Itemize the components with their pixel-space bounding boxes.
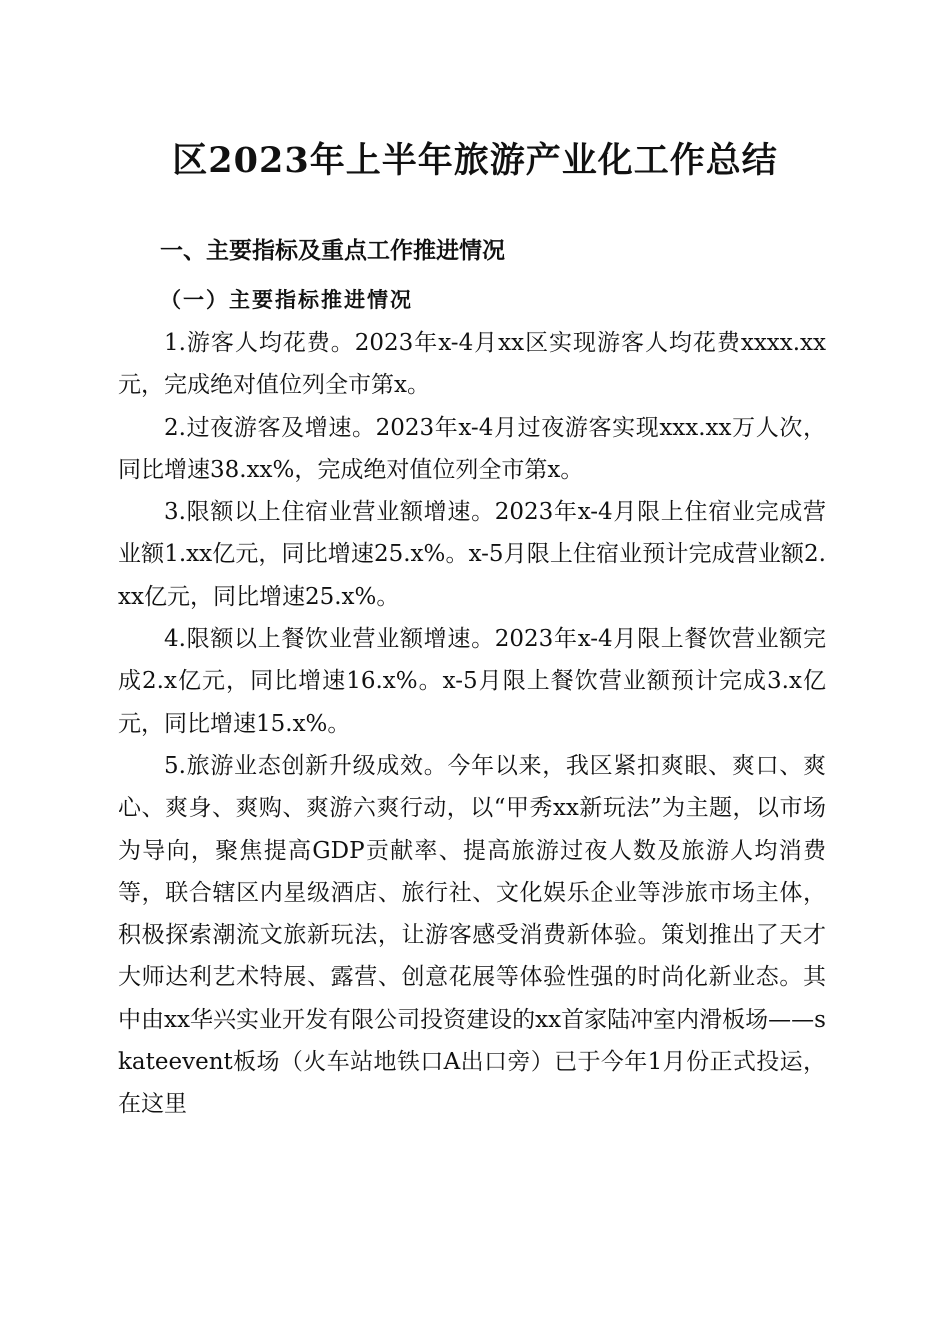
section-heading-1: 一、主要指标及重点工作推进情况 [160, 238, 505, 264]
paragraph-2: 2.过夜游客及增速。2023年x-4月过夜游客实现xxx.xx万人次，同比增速38.xx%，完成绝对值位列全市第x。 [118, 414, 826, 483]
paragraph-5: 5.旅游业态创新升级成效。今年以来，我区紧扣爽眼、爽口、爽心、爽身、爽购、爽游六爽行动，以“甲秀xx新玩法”为主题，以市场为导向，聚焦提高GDP贡献率、提高旅游过夜人数及旅游人均消费等，联合辖区内星级酒店、旅行社、文化娱乐企业等涉旅市场主体，积极探索潮流文旅新玩法，让游客感受消费新体验。策划推出了天才大师达利艺术特展、露营、创意花展等体验性强的时尚化新业态。其中由xx华兴实业开发有限公司投资建设的xx首家陆冲室内滑板场——skateevent板场（火车站地铁口A出口旁）已于今年1月份正式投运，在这里 [118, 752, 826, 1118]
document-body [118, 322, 826, 1126]
subsection-heading-1: （一）主要指标推进情况 [160, 287, 413, 312]
paragraph-4: 4.限额以上餐饮业营业额增速。2023年x-4月限上餐饮营业额完成2.x亿元，同比增速16.x%。x-5月限上餐饮营业额预计完成3.x亿元，同比增速15.x%。 [118, 626, 826, 737]
paragraph-1: 1.游客人均花费。2023年x-4月xx区实现游客人均花费xxxx.xx元，完成绝对值位列全市第x。 [118, 330, 826, 399]
document-title: 区2023年上半年旅游产业化工作总结 [172, 140, 778, 181]
paragraph-3: 3.限额以上住宿业营业额增速。2023年x-4月限上住宿业完成营业额1.xx亿元，同比增速25.x%。x-5月限上住宿业预计完成营业额2.xx亿元，同比增速25.x%。 [118, 499, 826, 610]
